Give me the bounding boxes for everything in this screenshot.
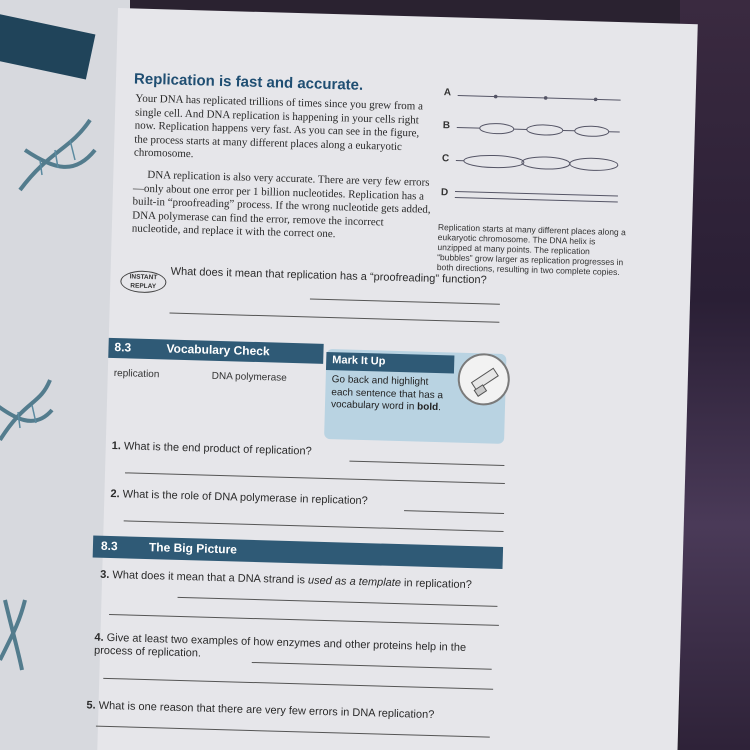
question-1-number: 1. [111, 439, 122, 453]
figure-caption: Replication starts at many different places along a eukaryotic chromosome. The DNA helix is unzipped at many points. The replication “bubbles” grow larger as replication progresses in both directions, resulting in two complete copies. [436, 222, 626, 278]
figure-label-b: B [442, 120, 451, 132]
answer-line[interactable] [125, 472, 505, 484]
vocab-term-dna-polymerase: DNA polymerase [211, 370, 287, 384]
answer-line[interactable] [124, 520, 504, 532]
answer-line[interactable] [310, 298, 500, 304]
mark-it-up-bold-word: bold [416, 401, 439, 414]
question-5-number: 5. [86, 699, 96, 712]
vocabulary-check-title: Vocabulary Check [166, 341, 270, 359]
instant-replay-badge-line2: REPLAY [130, 282, 157, 291]
question-2-number: 2. [110, 487, 120, 501]
instant-replay-badge-line1: INSTANT [129, 273, 158, 282]
question-1 [112, 440, 312, 458]
replication-diagram [432, 87, 636, 223]
instant-replay-question: What does it mean that replication has a “proofreading” function? [170, 265, 487, 287]
vocab-term-replication: replication [113, 368, 160, 381]
vocabulary-check-section-number: 8.3 [114, 340, 132, 355]
figure-label-a: A [443, 87, 452, 99]
question-3-text-end: in replication? [400, 577, 472, 592]
answer-line[interactable] [178, 597, 498, 607]
question-3-text: What does it mean that a DNA strand is [112, 569, 309, 587]
big-picture-section-number: 8.3 [100, 538, 118, 554]
instant-replay-badge [120, 270, 167, 293]
question-2-text: What is the role of DNA polymerase in replication? [122, 488, 368, 508]
replication-figure [432, 87, 636, 223]
big-picture-title: The Big Picture [148, 540, 238, 557]
answer-line[interactable] [404, 510, 504, 514]
paragraph-replication-accuracy: DNA replication is also very accurate. There are very few errors—only about one error per 1 billion nucleotides. Replication has a built-in “proofreading” process. If the wrong nucleotide gets added, DNA polymerase can find the error, remove the incorrect nucleotide, and replace it with the correct one. [131, 168, 431, 241]
answer-line[interactable] [349, 461, 504, 466]
mark-it-up-period: . [438, 402, 442, 414]
question-4-text: Give at least two examples of how enzymes and other proteins help in the process of replication. [93, 631, 467, 660]
section-heading: Replication is fast and accurate. [133, 70, 364, 94]
question-4-number: 4. [94, 631, 104, 644]
question-3-number: 3. [100, 568, 110, 581]
answer-line[interactable] [169, 313, 499, 323]
question-3-italic: used as a template [307, 574, 402, 590]
answer-line[interactable] [109, 614, 499, 626]
figure-label-c: C [441, 153, 450, 165]
question-2 [110, 488, 368, 507]
mark-it-up-title: Mark It Up [332, 354, 386, 368]
paragraph-replication-speed: Your DNA has replicated trillions of times since you grew from a single cell. And DNA replication is happening in your cells right now. Replication happens very fast. As you can see in the figure, the process starts at many different places along a eukaryotic chromosome. [133, 92, 424, 161]
highlighter-icon-drawing [459, 355, 508, 404]
question-5-text: What is one reason that there are very few errors in DNA replication? [98, 699, 435, 722]
answer-line[interactable] [103, 678, 493, 690]
highlighter-icon [457, 353, 510, 406]
question-5 [86, 699, 506, 723]
question-3 [100, 569, 480, 593]
mark-it-up-text: Go back and highlight each sentence that has a vocabulary word in [330, 374, 444, 413]
answer-line[interactable] [96, 726, 490, 738]
workbook-page [86, 8, 698, 750]
figure-label-d: D [440, 187, 449, 199]
mark-it-up-instructions [331, 374, 452, 415]
question-1-text: What is the end product of replication? [123, 440, 312, 458]
